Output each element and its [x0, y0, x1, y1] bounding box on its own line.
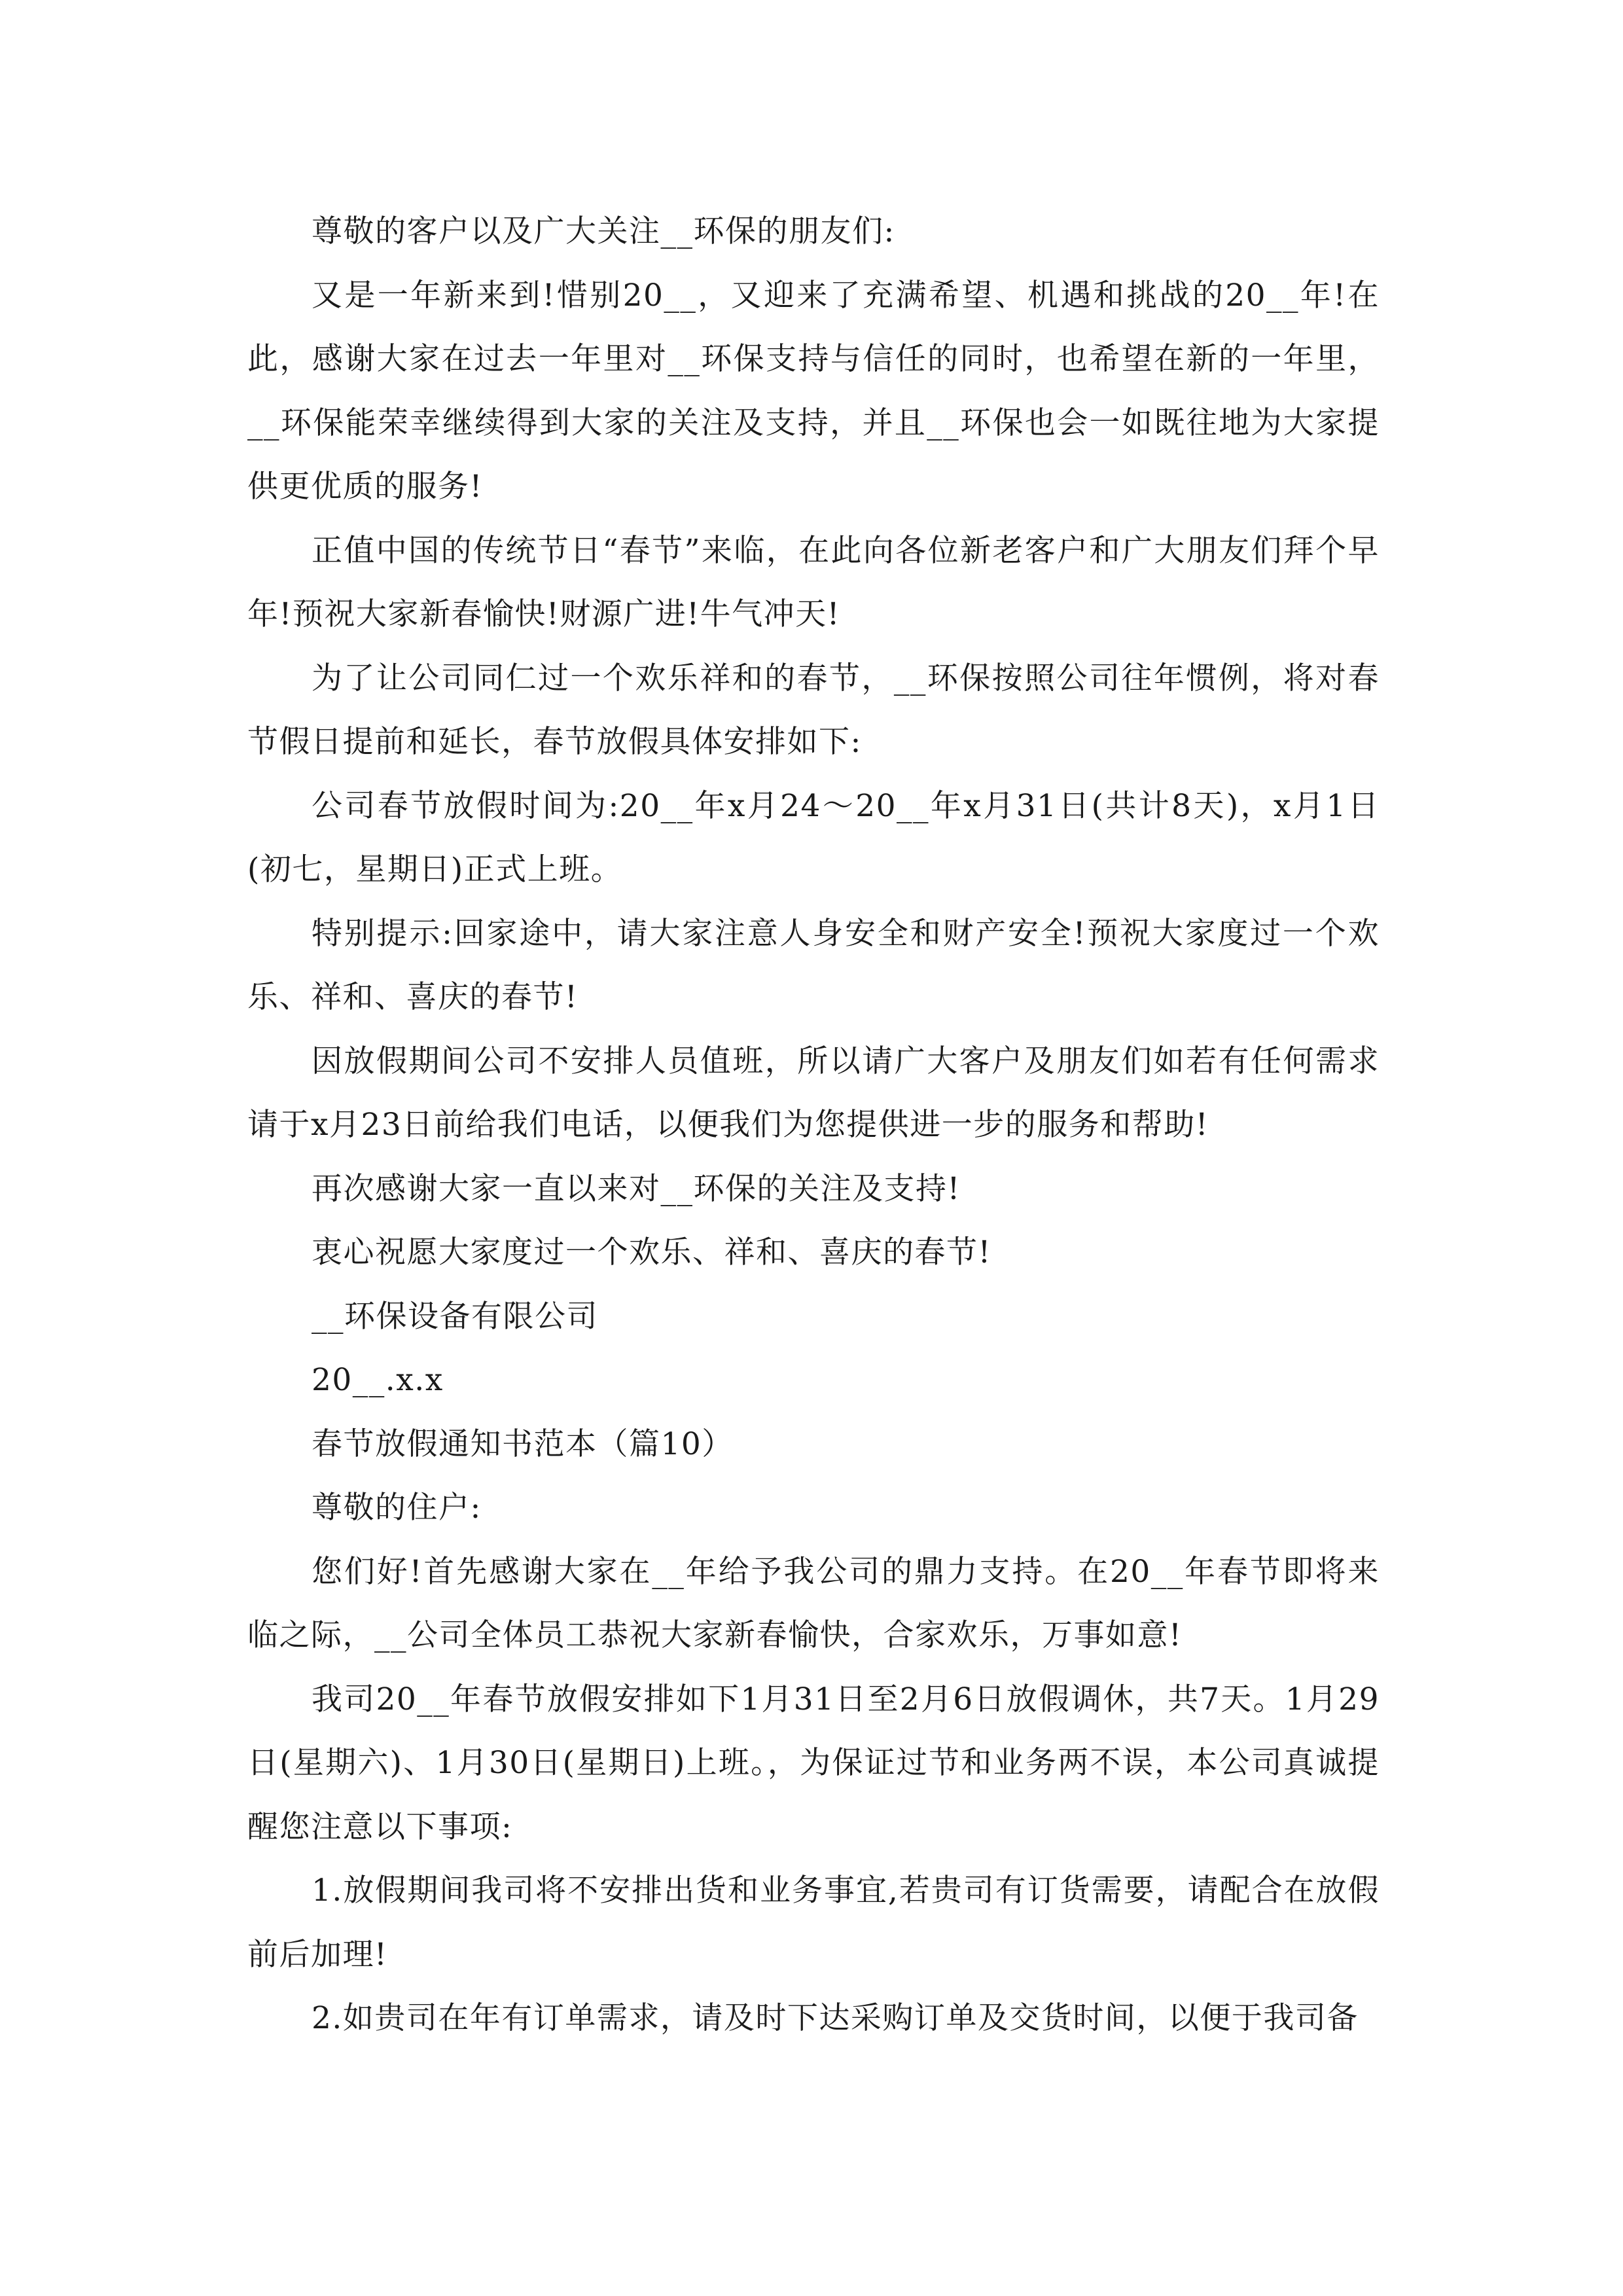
safety-reminder-paragraph: 特别提示:回家途中，请大家注意人身安全和财产安全!预祝大家度过一个欢乐、祥和、喜庆的春节! — [247, 915, 1380, 1015]
no-duty-notice-paragraph: 因放假期间公司不安排人员值班，所以请广大客户及朋友们如若有任何需求请于x月23日前给我们电话，以便我们为您提供进一步的服务和帮助! — [247, 1043, 1380, 1143]
thanks-line: 再次感谢大家一直以来对__环保的关注及支持! — [312, 1170, 961, 1207]
notice-item-1: 1.放假期间我司将不安排出货和业务事宜,若贵司有订货需要，请配合在放假前后加理! — [247, 1873, 1380, 1973]
wishes-line: 衷心祝愿大家度过一个欢乐、祥和、喜庆的春节! — [312, 1234, 991, 1270]
residents-thanks-paragraph: 您们好!首先感谢大家在__年给予我公司的鼎力支持。在20__年春节即将来临之际，__公司全体员工恭祝大家新春愉快，合家欢乐，万事如意! — [247, 1553, 1380, 1653]
document-body — [247, 200, 1380, 2051]
greeting-line: 尊敬的客户以及广大关注__环保的朋友们: — [312, 213, 895, 249]
residents-greeting-line: 尊敬的住户: — [312, 1490, 482, 1526]
company-signature: __环保设备有限公司 — [312, 1298, 598, 1335]
notice-item-2: 2.如贵司在年有订单需求，请及时下达采购订单及交货时间，以便于我司备 — [312, 2000, 1359, 2036]
residents-holiday-schedule-paragraph: 我司20__年春节放假安排如下1月31日至2月6日放假调休，共7天。1月29日(星期六)、1月30日(星期日)上班。，为保证过节和业务两不误，本公司真诚提醒您注意以下事项: — [247, 1681, 1380, 1845]
signature-date: 20__.x.x — [312, 1362, 444, 1398]
new-year-paragraph: 又是一年新来到!惜别20__，又迎来了充满希望、机遇和挑战的20__年!在此，感谢大家在过去一年里对__环保支持与信任的同时，也希望在新的一年里，__环保能荣幸继续得到大家的关注及支持，并且__环保也会一如既往地为大家提供更优质的服务! — [247, 277, 1380, 505]
spring-festival-wishes-paragraph: 正值中国的传统节日“春节”来临，在此向各位新老客户和广大朋友们拜个早年!预祝大家新春愉快!财源广进!牛气冲天! — [247, 532, 1380, 632]
section-title: 春节放假通知书范本（篇10） — [312, 1426, 734, 1462]
holiday-arrangement-intro-paragraph: 为了让公司同仁过一个欢乐祥和的春节，__环保按照公司往年惯例，将对春节假日提前和延长，春节放假具体安排如下: — [247, 660, 1380, 760]
holiday-dates-paragraph: 公司春节放假时间为:20__年x月24～20__年x月31日(共计8天)，x月1日(初七，星期日)正式上班。 — [247, 787, 1380, 888]
